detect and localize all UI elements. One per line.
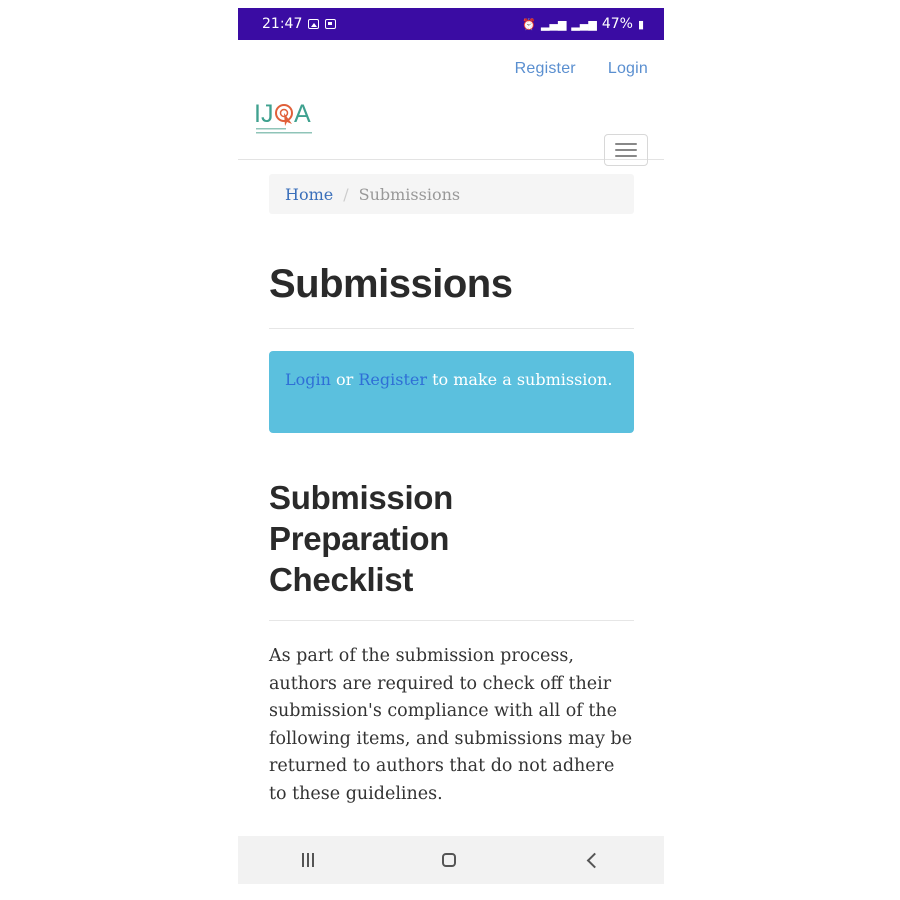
alert-register-link[interactable]: Register [358, 370, 428, 389]
login-alert [269, 351, 634, 433]
breadcrumb [269, 174, 634, 214]
hamburger-bar [615, 143, 637, 145]
page-title: Submissions [269, 262, 513, 306]
status-left [262, 16, 336, 32]
logo-graphic [254, 98, 316, 140]
breadcrumb-home-link[interactable]: Home [285, 184, 334, 204]
register-link[interactable]: Register [514, 60, 576, 77]
svg-text:IJ: IJ [254, 100, 274, 128]
divider [269, 620, 634, 621]
android-nav-bar [238, 836, 664, 884]
home-icon[interactable] [442, 853, 456, 867]
main-content [269, 174, 634, 826]
divider [269, 328, 634, 329]
site-logo[interactable] [254, 98, 316, 140]
recent-apps-icon[interactable] [302, 853, 314, 867]
svg-text:A: A [294, 100, 311, 128]
alert-or-text: or [330, 370, 359, 389]
menu-toggle-button[interactable] [604, 134, 648, 166]
hamburger-bar [615, 155, 637, 157]
breadcrumb-current: Submissions [358, 184, 461, 204]
checklist-title: Submission Preparation Checklist [269, 479, 454, 598]
battery-icon: ▮ [637, 17, 644, 31]
checklist-intro: As part of the submission process, authors are required to check off their submission's compliance with all of the following items, and submissions may be returned to authors that do not adhere to these guidelines. [269, 646, 633, 804]
alert-rest-text: to make a submission. [427, 370, 613, 389]
battery-level: 47% [601, 16, 633, 32]
status-right [522, 16, 644, 32]
phone-screen [238, 8, 664, 884]
hamburger-bar [615, 149, 637, 151]
signal-icon-2: ▂▄▆ [571, 17, 597, 31]
header-links [515, 60, 648, 78]
screenshot-icon [325, 19, 336, 29]
status-time: 21:47 [262, 16, 303, 32]
login-link[interactable]: Login [607, 60, 648, 77]
signal-icon: ▂▄▆ [541, 17, 567, 31]
status-bar [238, 8, 664, 40]
back-icon[interactable] [587, 852, 603, 868]
breadcrumb-separator: / [343, 184, 349, 204]
alarm-icon: ⏰ [522, 17, 537, 31]
alert-login-link[interactable]: Login [285, 370, 331, 389]
site-header [238, 40, 664, 160]
image-icon [308, 19, 319, 29]
